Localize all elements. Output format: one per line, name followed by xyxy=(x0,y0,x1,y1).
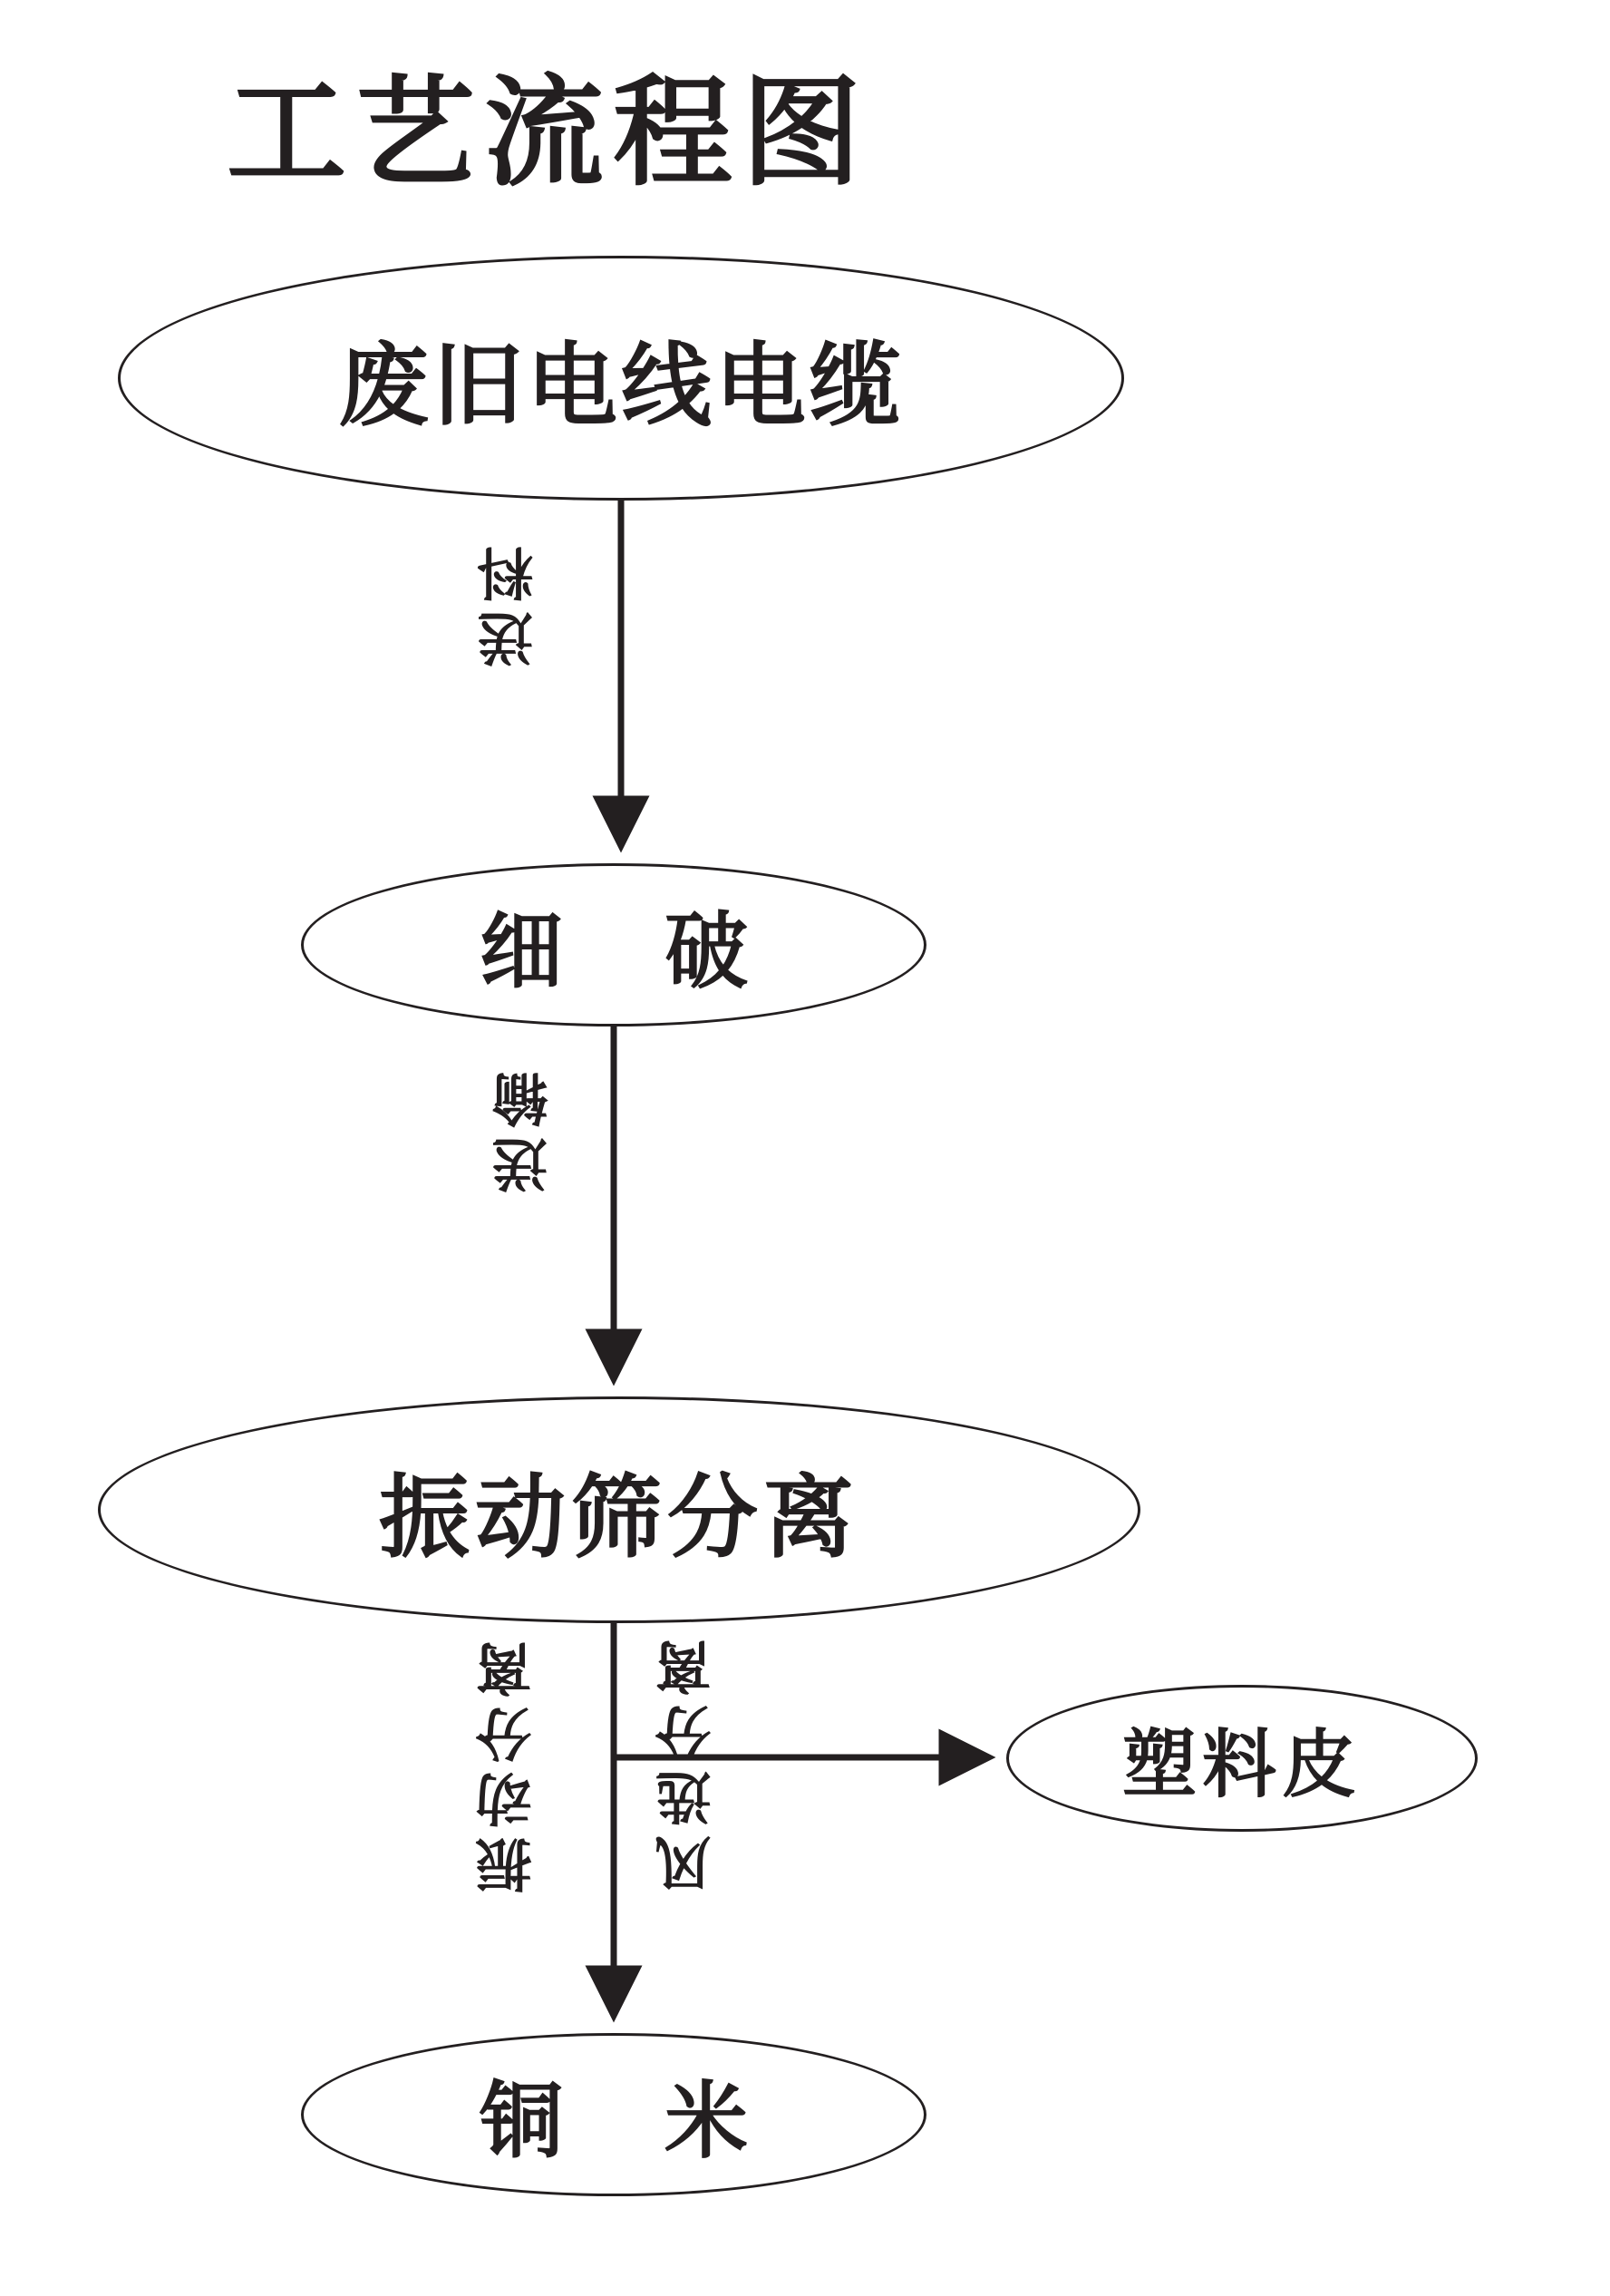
node-waste-cable xyxy=(118,256,1124,501)
node-fine-crushing xyxy=(301,863,926,1026)
node-label: 废旧电线电缆 xyxy=(338,332,904,439)
node-plastic-skin xyxy=(1006,1685,1478,1832)
node-label: 塑料皮 xyxy=(1121,1720,1362,1808)
page-title: 工艺流程图 xyxy=(227,63,870,203)
edge-label-air-separation: 风选分离 xyxy=(655,1630,721,1892)
node-label: 振动筛分离 xyxy=(379,1464,859,1571)
edge-label-feeding: 送料 xyxy=(477,537,543,667)
node-vibrating-screen-separation xyxy=(98,1396,1140,1623)
node-copper-rice xyxy=(301,2033,926,2196)
edge-label-vibration-separation: 振动分离 xyxy=(475,1632,541,1893)
edge-label-conveying: 送输 xyxy=(491,1063,558,1193)
node-label: 细 破 xyxy=(479,902,785,1000)
node-label: 铜 米 xyxy=(479,2072,785,2170)
